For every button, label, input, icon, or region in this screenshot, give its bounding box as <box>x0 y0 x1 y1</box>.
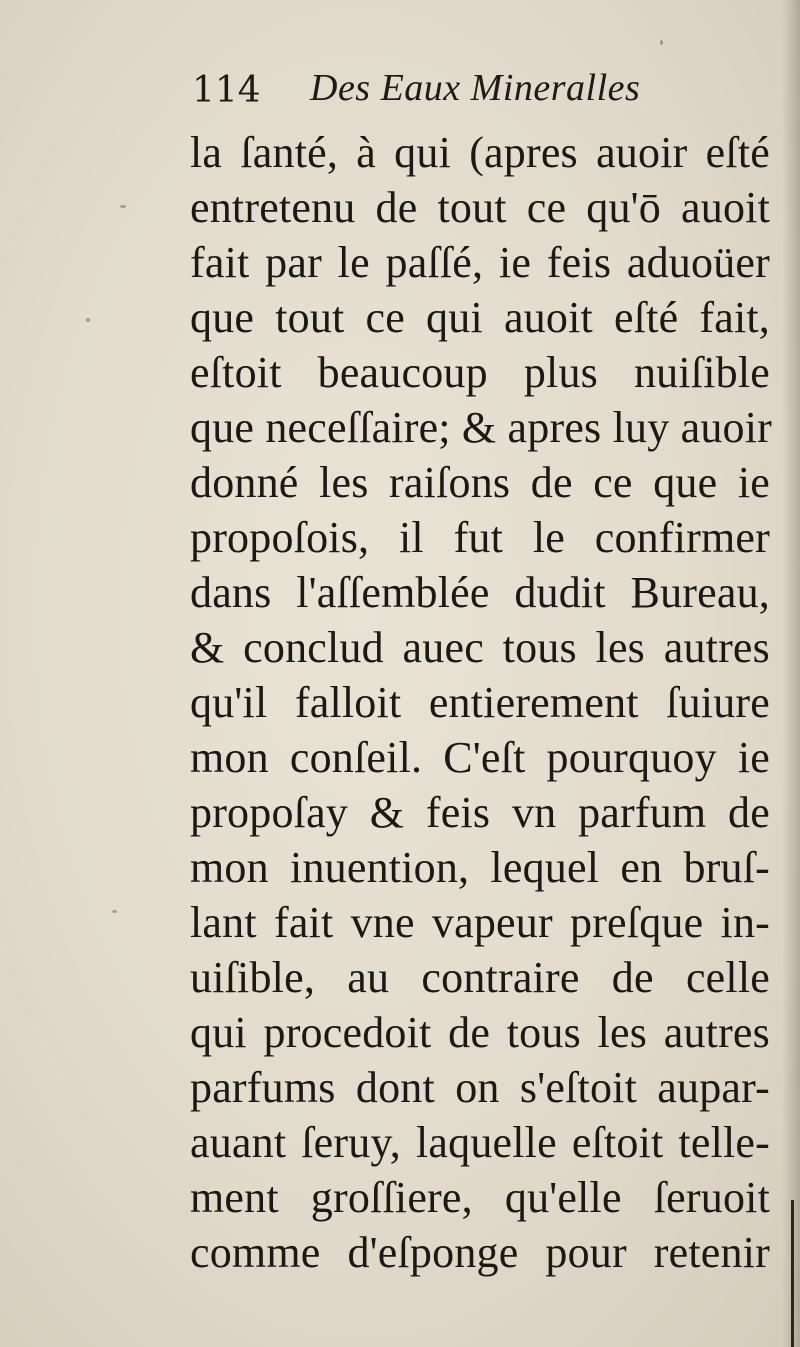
text-line: dans l'aſſemblée dudit Bureau, <box>190 568 770 617</box>
text-line: comme d'eſponge pour retenir <box>190 1228 770 1277</box>
text-line: fait par le paſſé, ie feis aduoüer <box>190 238 770 287</box>
text-line: qui procedoit de tous les autres <box>190 1008 770 1057</box>
text-line: uiſible, au contraire de celle <box>190 953 770 1002</box>
text-line: qu'il falloit entierement ſuiure <box>190 678 770 727</box>
page-header <box>192 62 752 122</box>
text-line: entretenu de tout ce qu'ō auoit <box>190 183 770 232</box>
text-line: mon inuention, lequel en bruſ- <box>190 843 770 892</box>
paper-speck <box>120 205 126 208</box>
text-line: ment groſſiere, qu'elle ſeruoit <box>190 1173 770 1222</box>
text-line: propoſois, il fut le confirmer <box>190 513 770 562</box>
page-edge-shadow <box>782 0 800 1347</box>
text-line: auant ſeruy, laquelle eſtoit telle- <box>190 1118 770 1167</box>
text-line: lant fait vne vapeur preſque in- <box>190 898 770 947</box>
text-line: mon conſeil. C'eſt pourquoy ie <box>190 733 770 782</box>
text-line: parfums dont on s'eſtoit aupar- <box>190 1063 770 1112</box>
paper-speck <box>86 318 90 322</box>
text-line: eſtoit beaucoup plus nuiſible <box>190 348 770 397</box>
running-head: Des Eaux Mineralles <box>310 67 641 109</box>
page-edge-line <box>791 1200 794 1347</box>
text-line: que neceſſaire; & apres luy auoir <box>190 403 773 452</box>
paper-speck <box>660 40 663 45</box>
page-number: 114 <box>192 70 261 111</box>
text-line: & conclud auec tous les autres <box>190 623 770 672</box>
body-text <box>190 125 773 1280</box>
text-line: que tout ce qui auoit eſté fait, <box>190 293 770 342</box>
text-line: la ſanté, à qui (apres auoir eſté <box>190 128 770 177</box>
text-line: propoſay & feis vn parfum de <box>190 788 770 837</box>
paper-speck <box>112 910 117 913</box>
text-line: donné les raiſons de ce que ie <box>190 458 770 507</box>
